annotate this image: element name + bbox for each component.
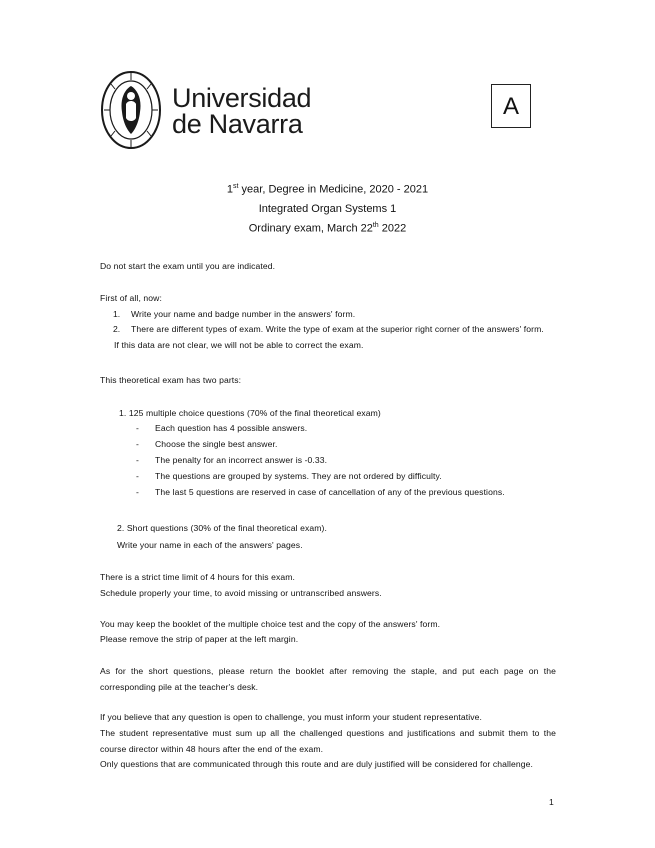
first-item-1: Write your name and badge number in the answers' form. [131,309,356,319]
parts-intro: This theoretical exam has two parts: [100,375,242,385]
bullet-dash: - [136,471,139,481]
part1-item-5: The last 5 questions are reserved in case of cancellation of any of the previous questions. [155,487,505,497]
first-of-all-heading: First of all, now: [100,293,162,303]
part1-title: 1. 125 multiple choice questions (70% of the final theoretical exam) [119,408,381,418]
first-note: If this data are not clear, we will not be able to correct the exam. [114,340,364,350]
course-title: Integrated Organ Systems 1 [258,203,397,215]
keep-booklet-line2: Please remove the strip of paper at the left margin. [100,634,299,644]
keep-booklet-line1: You may keep the booklet of the multiple choice test and the copy of the answers' form. [100,619,441,629]
part1-item-4: The questions are grouped by systems. They are not ordered by difficulty. [155,471,442,481]
bullet-dash: - [136,487,139,497]
list-number: 2. [113,324,121,334]
challenge-line1: If you believe that any question is open to challenge, you must inform your student representative. [100,712,483,722]
title-year-line: 1st year, Degree in Medicine, 2020 - 2021 [226,183,429,196]
part1-item-3: The penalty for an incorrect answer is -0.33. [155,455,328,465]
bullet-dash: - [136,423,139,433]
wait-instruction: Do not start the exam until you are indicated. [100,261,276,271]
university-seal-logo [100,70,162,150]
challenge-line2: The student representative must sum up all the challenged questions and justifications and submit them to the [100,728,556,738]
time-limit-line2: Schedule properly your time, to avoid missing or untranscribed answers. [100,588,382,598]
bullet-dash: - [136,439,139,449]
university-name-line1: Universidad [172,83,312,113]
short-questions-line1: As for the short questions, please return the booklet after removing the staple, and put each page on the [100,666,556,676]
time-limit-line1: There is a strict time limit of 4 hours for this exam. [100,572,295,582]
exam-date-line: Ordinary exam, March 22th 2022 [248,222,407,235]
part1-item-1: Each question has 4 possible answers. [155,423,308,433]
challenge-line4: Only questions that are communicated through this route and are duly justified will be considered for challenge. [100,759,534,769]
part2-note: Write your name in each of the answers' pages. [117,540,303,550]
page-number: 1 [549,797,554,807]
part1-item-2: Choose the single best answer. [155,439,278,449]
bullet-dash: - [136,455,139,465]
part2-title: 2. Short questions (30% of the final theoretical exam). [117,523,327,533]
university-name-line2: de Navarra [172,109,303,139]
list-number: 1. [113,309,121,319]
exam-type-box: A [491,84,531,128]
first-item-2: There are different types of exam. Write the type of exam at the superior right corner of the answers' form. [131,324,544,334]
challenge-line3: course director within 48 hours after the end of the exam. [100,744,324,754]
short-questions-line2: corresponding pile at the teacher's desk. [100,682,259,692]
